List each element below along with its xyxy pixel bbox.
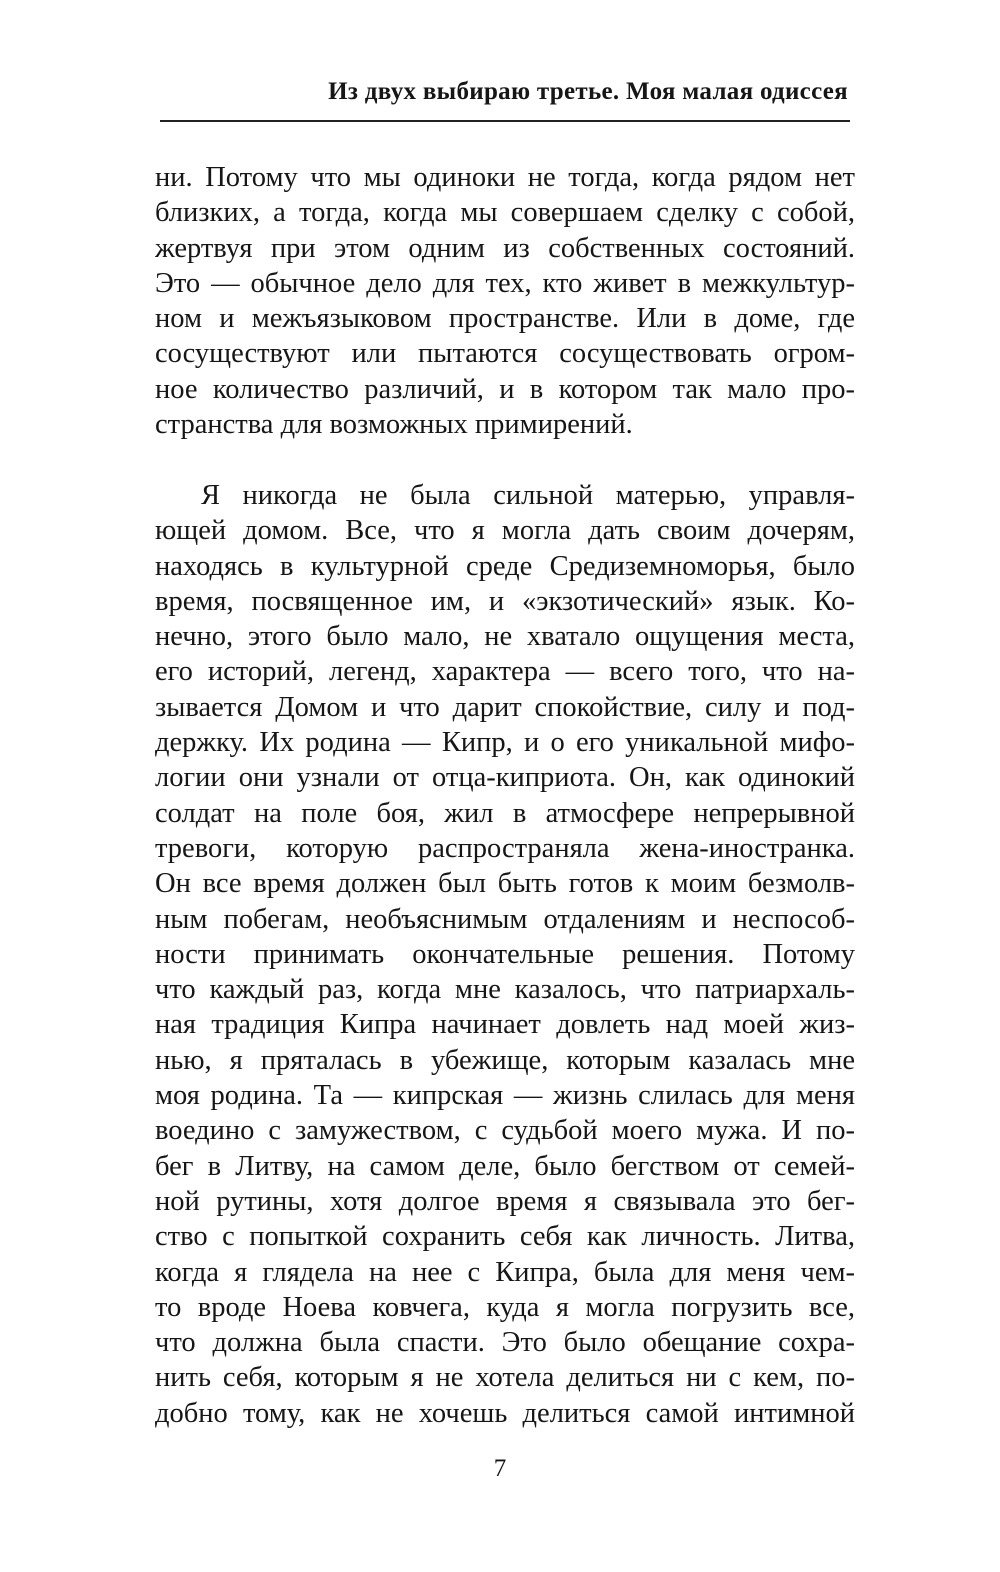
text-line: тревоги, которую распространяла жена-иностранка. [155, 832, 855, 864]
text-line: ни. Потому что мы одиноки не тогда, когда рядом нет [155, 162, 855, 193]
text-line: то вроде Ноева ковчега, куда я могла погрузить все, [155, 1291, 855, 1323]
page-number: 7 [493, 1455, 507, 1482]
text-line: находясь в культурной среде Средиземноморья, было [155, 550, 855, 582]
running-head-title: Из двух выбираю третье. Моя малая одиссея [328, 78, 848, 105]
text-line: что каждый раз, когда мне казалось, что патриархаль- [155, 974, 855, 1006]
text-line: время, посвященное им, и «экзотический» язык. Ко- [155, 585, 855, 617]
header-rule [160, 120, 850, 122]
text-line: логии они узнали от отца-киприота. Он, как одинокий [155, 762, 855, 794]
text-line: ной рутины, хотя долгое время я связывала это бег- [155, 1185, 855, 1217]
text-line: что должна была спасти. Это было обещание сохра- [155, 1327, 855, 1359]
text-line: бег в Литву, на самом деле, было бегством от семей- [155, 1150, 855, 1182]
text-line: жертвуя при этом одним из собственных состояний. [155, 232, 855, 264]
text-line: добно тому, как не хочешь делиться самой интимной [155, 1397, 855, 1429]
text-line: держку. Их родина — Кипр, и о его уникальной мифо- [155, 727, 855, 759]
text-line: Я никогда не была сильной матерью, управля- [201, 480, 855, 511]
text-line: ная традиция Кипра начинает довлеть над моей жиз- [155, 1009, 855, 1041]
text-line: зывается Домом и что дарит спокойствие, силу и под- [155, 691, 855, 723]
text-line: солдат на поле боя, жил в атмосфере непрерывной [155, 797, 855, 829]
text-line: Он все время должен был быть готов к моим безмолв- [155, 868, 855, 900]
text-line: ном и межъязыковом пространстве. Или в доме, где [155, 303, 855, 335]
text-line: моя родина. Та — кипрская — жизнь слилась для меня [155, 1080, 855, 1112]
text-line: странства для возможных примирений. [155, 409, 633, 441]
text-line: ство с попыткой сохранить себя как личность. Литва, [155, 1221, 855, 1253]
text-line: ности принимать окончательные решения. Потому [155, 938, 855, 970]
text-line: когда я глядела на нее с Кипра, была для меня чем- [155, 1256, 855, 1288]
text-line: сосуществуют или пытаются сосуществовать огром- [155, 338, 855, 370]
text-line: ющей домом. Все, что я могла дать своим дочерям, [155, 515, 855, 547]
text-line: его историй, легенд, характера — всего того, что на- [155, 656, 855, 688]
text-line: нью, я пряталась в убежище, которым казалась мне [155, 1044, 855, 1076]
paragraph-2 [155, 478, 855, 1431]
text-line: ным побегам, необъяснимым отдалениям и неспособ- [155, 903, 855, 935]
text-line: Это — обычное дело для тех, кто живет в межкультур- [155, 267, 855, 299]
text-line: нечно, этого было мало, не хватало ощущения места, [155, 621, 855, 653]
text-line: воедино с замужеством, с судьбой моего мужа. И по- [155, 1115, 855, 1147]
paragraph-1 [155, 160, 855, 442]
text-line: ное количество различий, и в котором так мало про- [155, 373, 855, 405]
text-line: нить себя, которым я не хотела делиться ни с кем, по- [155, 1362, 855, 1394]
text-line: близких, а тогда, когда мы совершаем сделку с собой, [155, 197, 855, 229]
